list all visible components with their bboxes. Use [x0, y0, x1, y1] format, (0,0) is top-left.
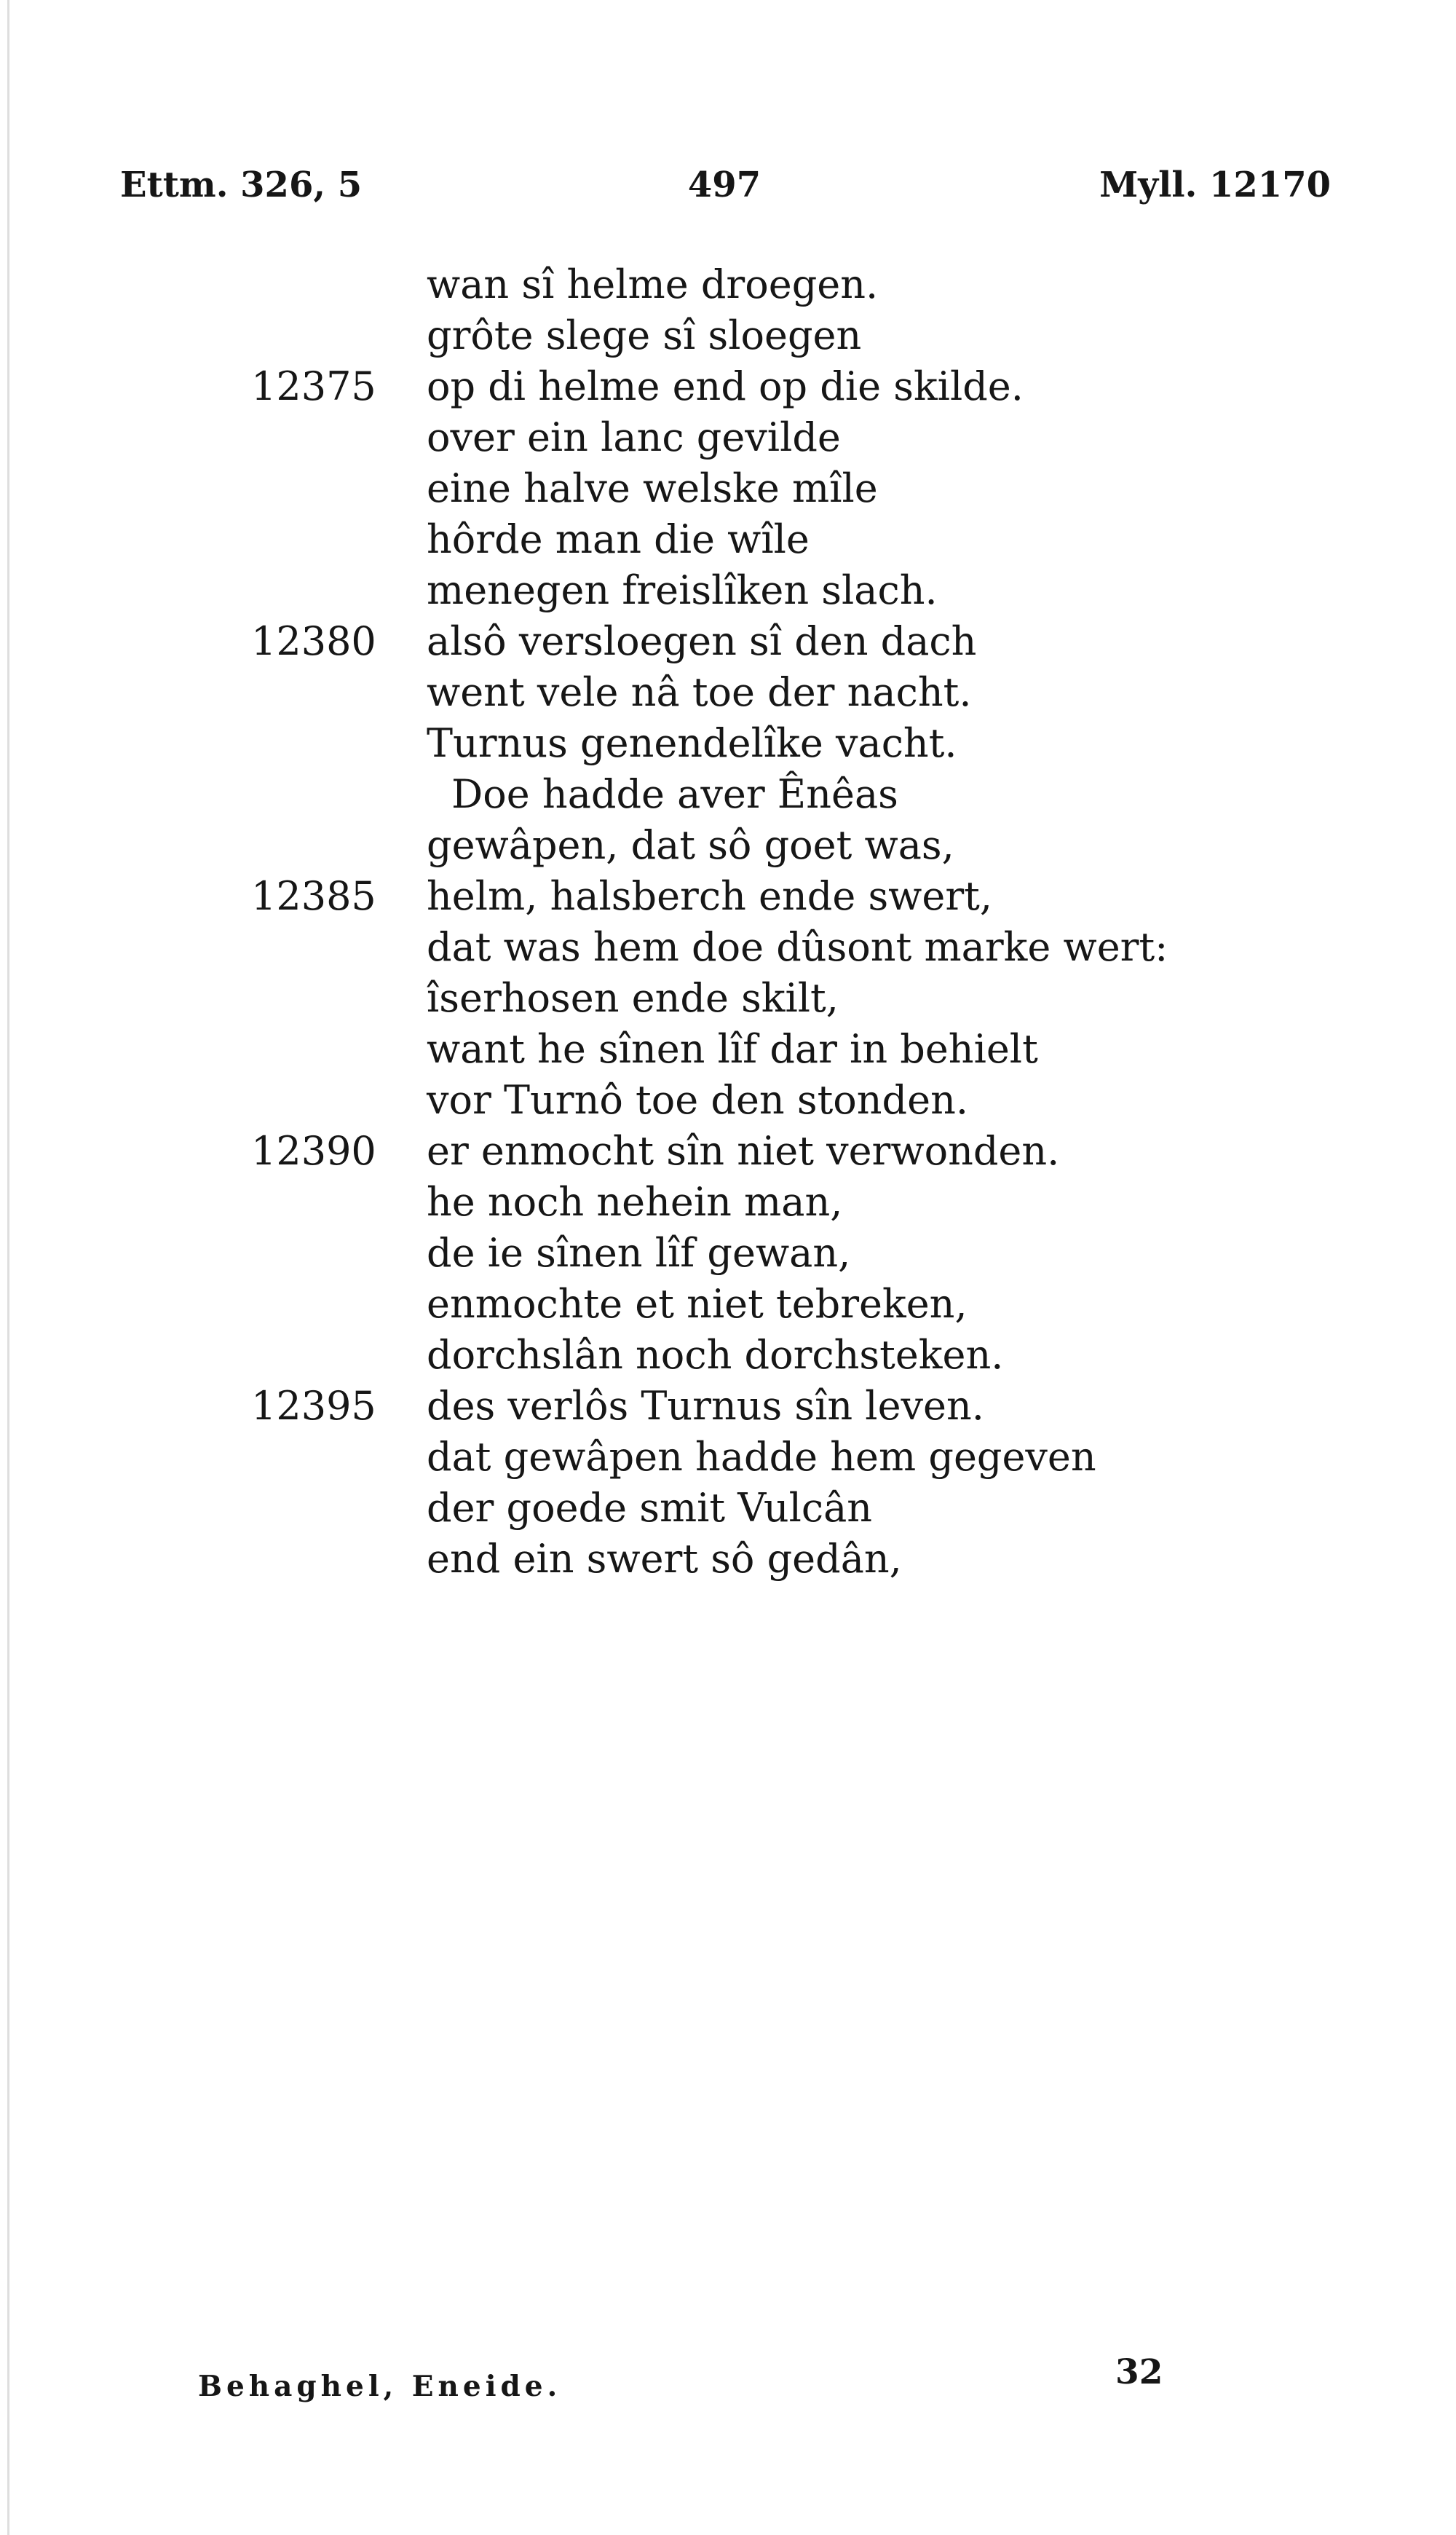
verse-line	[251, 667, 1168, 718]
verse-line-text: helm, halsberch ende swert,	[427, 873, 993, 919]
verse-line-text: îserhosen ende skilt,	[427, 975, 839, 1021]
verse-line-text: wan sî helme droegen.	[427, 261, 879, 307]
verse-line-text: op di helme end op die skilde.	[427, 363, 1024, 409]
verse-line	[251, 922, 1168, 973]
header-left-ref: Ettm. 326, 5	[120, 165, 363, 205]
verse-line-text: dat gewâpen hadde hem gegeven	[427, 1434, 1096, 1480]
verse-line	[251, 1534, 1168, 1585]
verse-line	[251, 1024, 1168, 1075]
scan-edge-artifact	[7, 0, 9, 2535]
verse-line-number: 12385	[251, 873, 376, 919]
verse-line-number: 12390	[251, 1128, 376, 1174]
verse-line-text: Turnus genendelîke vacht.	[427, 720, 957, 766]
verse-line	[251, 769, 1168, 820]
verse-line-text: alsô versloegen sî den dach	[427, 618, 977, 664]
verse-line	[251, 565, 1168, 616]
verse-line	[251, 1279, 1168, 1330]
verse-line	[251, 412, 1168, 463]
verse-line	[251, 1483, 1168, 1534]
verse-block	[251, 259, 1168, 1585]
verse-line	[251, 463, 1168, 514]
verse-line-number: 12380	[251, 618, 376, 664]
verse-line-text: went vele nâ toe der nacht.	[427, 669, 972, 715]
verse-line-text: des verlôs Turnus sîn leven.	[427, 1383, 984, 1429]
verse-line	[251, 973, 1168, 1024]
verse-line	[251, 310, 1168, 361]
verse-line-text: want he sînen lîf dar in behielt	[427, 1026, 1038, 1072]
verse-line	[251, 361, 1168, 412]
verse-line-text: grôte slege sî sloegen	[427, 312, 862, 358]
verse-line	[251, 259, 1168, 310]
page-footer	[0, 2352, 1456, 2418]
verse-line	[251, 1381, 1168, 1432]
verse-line-number: 12395	[251, 1383, 376, 1429]
header-right-ref: Myll. 12170	[1099, 165, 1331, 205]
verse-line	[251, 718, 1168, 769]
verse-line	[251, 1432, 1168, 1483]
verse-line-text: de ie sînen lîf gewan,	[427, 1230, 851, 1276]
verse-line	[251, 820, 1168, 871]
verse-line-text: dorchslân noch dorchsteken.	[427, 1332, 1004, 1378]
verse-line-text: der goede smit Vulcân	[427, 1485, 873, 1531]
verse-line-text: he noch nehein man,	[427, 1179, 843, 1225]
verse-line	[251, 514, 1168, 565]
signature-number: 32	[1115, 2352, 1163, 2392]
verse-line-number: 12375	[251, 363, 376, 409]
verse-line	[251, 1126, 1168, 1177]
verse-line	[251, 1177, 1168, 1228]
verse-line	[251, 1075, 1168, 1126]
verse-line-text: vor Turnô toe den stonden.	[427, 1077, 969, 1123]
verse-line-text: gewâpen, dat sô goet was,	[427, 822, 954, 868]
verse-line-text: end ein swert sô gedân,	[427, 1536, 902, 1582]
page-number: 497	[687, 165, 761, 205]
verse-line-text: eine halve welske mîle	[427, 465, 878, 511]
verse-line-text: menegen freislîken slach.	[427, 567, 938, 613]
verse-line-text: over ein lanc gevilde	[427, 414, 841, 460]
verse-line-text: hôrde man die wîle	[427, 516, 810, 562]
verse-line-text: Doe hadde aver Ênêas	[451, 771, 898, 817]
verse-line	[251, 871, 1168, 922]
verse-line	[251, 1228, 1168, 1279]
verse-line	[251, 616, 1168, 667]
page-header	[0, 165, 1456, 211]
verse-line-text: er enmocht sîn niet verwonden.	[427, 1128, 1060, 1174]
verse-line-text: enmochte et niet tebreken,	[427, 1281, 968, 1327]
footer-citation: Behaghel, Eneide.	[198, 2370, 562, 2403]
verse-line	[251, 1330, 1168, 1381]
verse-line-text: dat was hem doe dûsont marke wert:	[427, 924, 1168, 970]
